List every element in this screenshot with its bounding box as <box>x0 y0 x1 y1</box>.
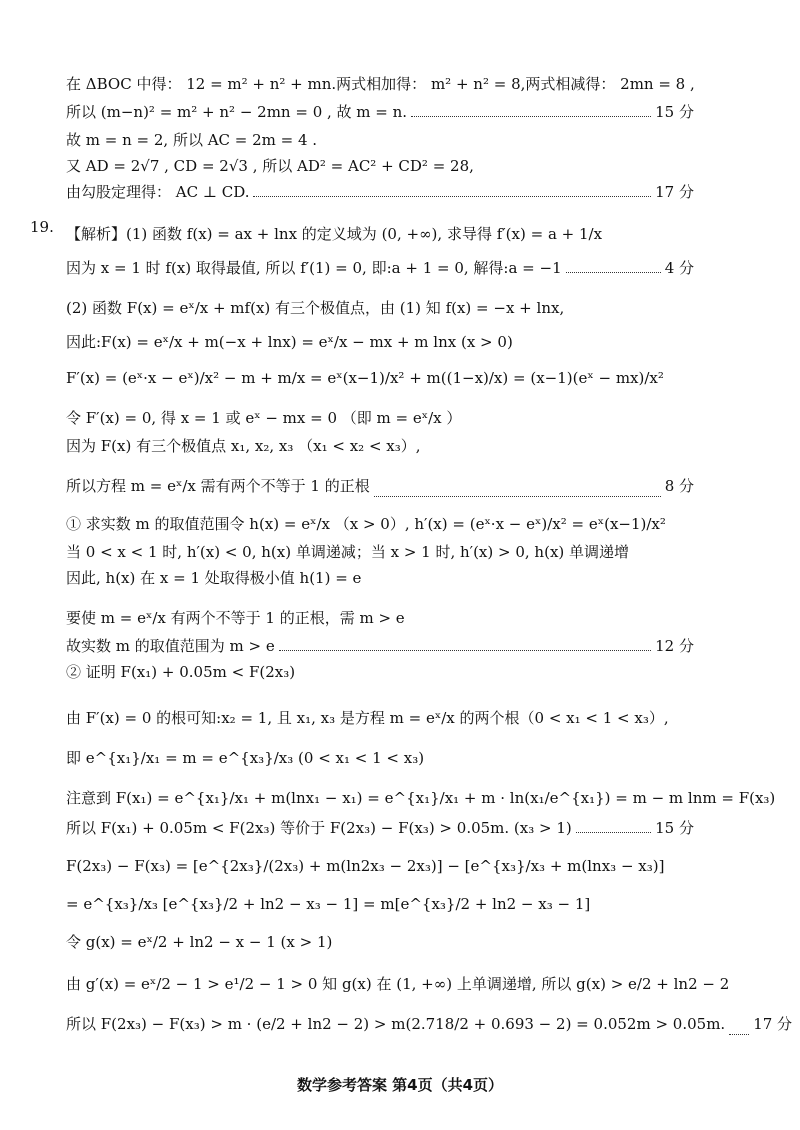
solution-line-text: 当 0 < x < 1 时, h′(x) < 0, h(x) 单调递减；当 x > 1 时, h′(x) > 0, h(x) 单调递增 <box>66 542 630 561</box>
solution-line <box>66 738 694 778</box>
question-number: 19. <box>30 218 54 236</box>
solution-line <box>66 846 694 886</box>
solution-line-text: 令 g(x) = eˣ/2 + ln2 − x − 1 (x > 1) <box>66 932 333 951</box>
solution-line <box>66 466 694 506</box>
solution-line-text: 由 g′(x) = eˣ/2 − 1 > e¹/2 − 1 > 0 知 g(x) 在 (1, +∞) 上单调递增, 所以 g(x) > e/2 + ln2 − 2 <box>66 974 730 993</box>
solution-line-text: 所以 (m−n)² = m² + n² − 2mn = 0 , 故 m = n. <box>66 102 408 121</box>
solution-line <box>66 884 694 924</box>
solution-line-text: 要使 m = eˣ/x 有两个不等于 1 的正根，需 m > e <box>66 608 405 627</box>
solution-line <box>66 432 694 460</box>
solution-line <box>66 214 694 254</box>
leader-dots <box>253 196 651 197</box>
solution-line-text: 故 m = n = 2, 所以 AC = 2m = 4 . <box>66 130 318 149</box>
solution-line-text: 注意到 F(x₁) = e^{x₁}/x₁ + m(lnx₁ − x₁) = e^{x₁}/x₁ + m · ln(x₁/e^{x₁}) = m − m lnm = F(x₃) <box>66 788 776 807</box>
solution-line <box>66 98 694 126</box>
solution-line-text: 在 ΔBOC 中得： 12 = m² + n² + mn.两式相加得： m² + n² = 8,两式相减得： 2mn = 8 , <box>66 74 695 93</box>
solution-line-text: (2) 函数 F(x) = eˣ/x + mf(x) 有三个极值点，由 (1) 知 f(x) = −x + lnx, <box>66 298 565 317</box>
score-mark: 17 分 <box>655 182 694 201</box>
solution-line <box>66 564 694 592</box>
solution-line <box>66 126 694 154</box>
solution-line-text: = e^{x₃}/x₃ [e^{x₃}/2 + ln2 − x₃ − 1] = m[e^{x₃}/2 + ln2 − x₃ − 1] <box>66 894 591 913</box>
solution-line <box>66 922 694 962</box>
solution-line <box>66 814 694 842</box>
solution-line-text: 所以方程 m = eˣ/x 需有两个不等于 1 的正根 <box>66 476 370 495</box>
solution-line-text: 由 F′(x) = 0 的根可知:x₂ = 1, 且 x₁, x₃ 是方程 m = eˣ/x 的两个根（0 < x₁ < 1 < x₃）, <box>66 708 669 727</box>
solution-line-text: F′(x) = (eˣ·x − eˣ)/x² − m + m/x = eˣ(x−1)/x² + m((1−x)/x) = (x−1)(eˣ − mx)/x² <box>66 368 664 387</box>
solution-line-text: 因此:F(x) = eˣ/x + m(−x + lnx) = eˣ/x − mx + m lnx (x > 0) <box>66 332 513 351</box>
solution-line-text: 由勾股定理得： AC ⊥ CD. <box>66 182 250 201</box>
solution-line-text: ② 证明 F(x₁) + 0.05m < F(2x₃) <box>66 662 296 681</box>
score-mark: 12 分 <box>655 636 694 655</box>
solution-line-text: 因此, h(x) 在 x = 1 处取得极小值 h(1) = e <box>66 568 362 587</box>
solution-line <box>66 322 694 362</box>
solution-line <box>66 358 694 398</box>
leader-dots <box>279 650 651 651</box>
solution-line-text: 【解析】(1) 函数 f(x) = ax + lnx 的定义域为 (0, +∞), 求导得 f′(x) = a + 1/x <box>66 224 603 243</box>
leader-dots <box>374 496 661 497</box>
leader-dots <box>411 116 651 117</box>
solution-line-text: 因为 x = 1 时 f(x) 取得最值, 所以 f′(1) = 0, 即:a + 1 = 0, 解得:a = −1 <box>66 258 562 277</box>
page-footer: 数学参考答案 第4页（共4页） <box>296 1076 504 1094</box>
solution-line <box>66 658 694 686</box>
solution-line <box>66 254 694 282</box>
solution-line-text: 令 F′(x) = 0, 得 x = 1 或 eˣ − mx = 0 （即 m = eˣ/x ） <box>66 408 462 427</box>
leader-dots <box>729 1034 749 1035</box>
solution-line <box>66 698 694 738</box>
solution-line <box>66 178 694 206</box>
solution-line-text: 因为 F(x) 有三个极值点 x₁, x₂, x₃ （x₁ < x₂ < x₃）, <box>66 436 421 455</box>
solution-line-text: ① 求实数 m 的取值范围令 h(x) = eˣ/x （x > 0）, h′(x) = (eˣ·x − eˣ)/x² = eˣ(x−1)/x² <box>66 514 666 533</box>
score-mark: 4 分 <box>664 258 694 277</box>
solution-line <box>66 538 694 566</box>
solution-line <box>66 152 694 180</box>
solution-line <box>66 632 694 660</box>
solution-line-text: 所以 F(x₁) + 0.05m < F(2x₃) 等价于 F(2x₃) − F(x₃) > 0.05m. (x₃ > 1) <box>66 818 572 837</box>
solution-line-text: 又 AD = 2√7 , CD = 2√3 , 所以 AD² = AC² + CD² = 28, <box>66 156 474 175</box>
solution-line <box>66 778 776 818</box>
score-mark: 15 分 <box>655 102 694 121</box>
score-mark: 15 分 <box>655 818 694 837</box>
score-mark: 8 分 <box>664 476 694 495</box>
solution-line-text: 所以 F(2x₃) − F(x₃) > m · (e/2 + ln2 − 2) > m(2.718/2 + 0.693 − 2) = 0.052m > 0.05m. <box>66 1014 726 1033</box>
solution-line-text: F(2x₃) − F(x₃) = [e^{2x₃}/(2x₃) + m(ln2x₃ − 2x₃)] − [e^{x₃}/x₃ + m(lnx₃ − x₃)] <box>66 856 665 875</box>
leader-dots <box>566 272 661 273</box>
solution-line <box>66 70 694 98</box>
solution-line-text: 故实数 m 的取值范围为 m > e <box>66 636 275 655</box>
solution-line <box>66 964 730 1004</box>
score-mark: 17 分 <box>753 1014 793 1033</box>
solution-line-text: 即 e^{x₁}/x₁ = m = e^{x₃}/x₃ (0 < x₁ < 1 < x₃) <box>66 748 425 767</box>
leader-dots <box>576 832 651 833</box>
solution-line <box>66 1004 793 1044</box>
